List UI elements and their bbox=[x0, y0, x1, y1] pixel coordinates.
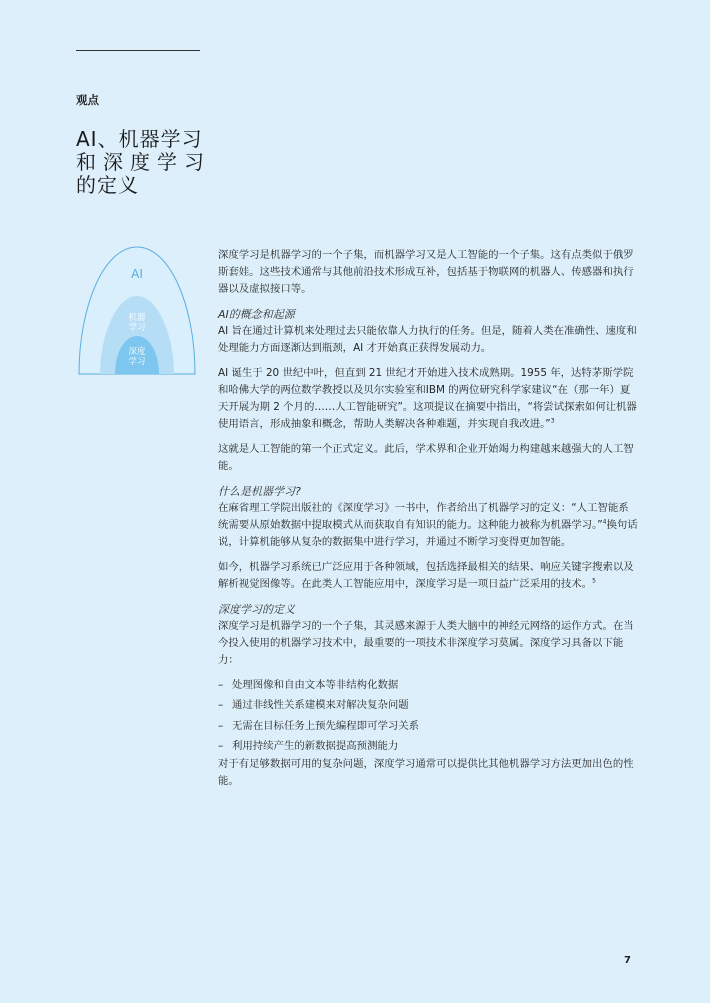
title-line: 和深度学习 bbox=[76, 150, 211, 174]
page-title bbox=[76, 128, 226, 197]
list-item: – 通过非线性关系建模来对解决复杂问题 bbox=[218, 697, 638, 714]
nested-circles-diagram bbox=[78, 246, 196, 376]
paragraph: 深度学习是机器学习的一个子集，其灵感来源于人类大脑中的神经元网络的运作方式。在当今投入使用的机器学习技术中，最重要的一项技术非深度学习莫属。深度学习具备以下能力： bbox=[218, 620, 634, 666]
title-line: AI、机器学习 bbox=[76, 127, 203, 151]
paragraph: AI 旨在通过计算机来处理过去只能依靠人力执行的任务。但是，随着人类在准确性、速度和处理能力方面逐渐达到瓶颈，AI 才开始真正获得发展动力。 bbox=[218, 325, 637, 354]
intro-paragraph: 深度学习是机器学习的一个子集，而机器学习又是人工智能的一个子集。这有点类似于俄罗斯套娃。这些技术通常与其他前沿技术形成互补，包括基于物联网的机器人、传感器和执行器以及虚拟接口等。 bbox=[218, 249, 634, 295]
footnote-ref[interactable]: 5 bbox=[592, 577, 596, 585]
ai-label: AI bbox=[131, 267, 143, 281]
footnote-ref[interactable]: 3 bbox=[550, 417, 555, 425]
page-number: 7 bbox=[624, 955, 631, 966]
dl-label-line: 深度 bbox=[128, 347, 146, 357]
heading-machine-learning: 什么是机器学习? bbox=[218, 485, 301, 498]
top-rule bbox=[76, 50, 200, 51]
paragraph: 这就是人工智能的第一个正式定义。此后，学术界和企业开始竭力构建越来越强大的人工智能。 bbox=[218, 443, 634, 472]
list-item: – 处理图像和自由文本等非结构化数据 bbox=[218, 677, 638, 694]
list-item: – 利用持续产生的新数据提高预测能力 bbox=[218, 738, 638, 755]
closing-paragraph: 对于有足够数据可用的复杂问题，深度学习通常可以提供比其他机器学习方法更加出色的性能。 bbox=[218, 758, 634, 788]
paragraph-text: 如今，机器学习系统已广泛应用于各种领域，包括选择最相关的结果、响应关键字搜索以及解析视觉图像等。在此类人工智能应用中，深度学习是一项日益广泛采用的技术。 bbox=[218, 561, 634, 590]
paragraph-text: 换句话说，计算机能够从复杂的数据集中进行学习，并通过不断学习变得更加智能。 bbox=[218, 519, 638, 548]
ml-label-line: 学习 bbox=[128, 323, 146, 333]
paragraph bbox=[218, 500, 638, 551]
title-line: 的定义 bbox=[76, 173, 139, 197]
paragraph bbox=[218, 365, 638, 433]
paragraph bbox=[218, 559, 638, 593]
dl-label-line: 学习 bbox=[128, 357, 146, 367]
footnote-ref[interactable]: 4 bbox=[602, 518, 607, 526]
list-item: – 无需在目标任务上预先编程即可学习关系 bbox=[218, 718, 638, 735]
section-label: 观点 bbox=[76, 93, 99, 107]
paragraph-text: AI 诞生于 20 世纪中叶，但直到 21 世纪才开始进入技术成熟期。1955 年，达特茅斯学院和哈佛大学的两位数学教授以及贝尔实验室和IBM 的两位研究科学家建议“在（那一年）夏天开展为期 2 个月的……人工智能研究”。这项提议在摘要中指出，“将尝试探索如何让机器使用语言，形成抽象和概念，帮助人类解决各种难题，并实现自我改进。” bbox=[218, 367, 637, 430]
heading-ai-origins: AI的概念和起源 bbox=[218, 308, 295, 321]
capability-list bbox=[218, 677, 638, 755]
heading-deep-learning: 深度学习的定义 bbox=[218, 603, 295, 616]
article-body bbox=[218, 247, 638, 798]
ml-label-line: 机器 bbox=[128, 313, 146, 323]
paragraph-text: 在麻省理工学院出版社的《深度学习》一书中，作者给出了机器学习的定义：“人工智能系统需要从原始数据中提取模式从而获取自有知识的能力。这种能力被称为机器学习。” bbox=[218, 502, 629, 531]
